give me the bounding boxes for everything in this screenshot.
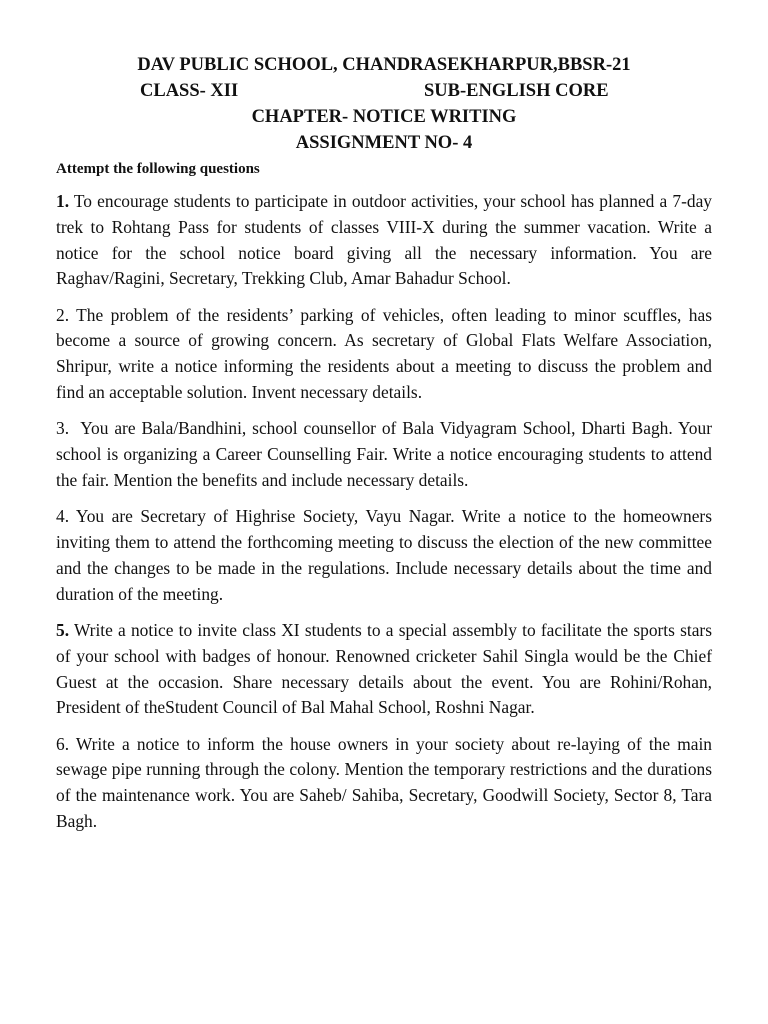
question-4 (56, 504, 712, 607)
question-2 (56, 303, 712, 406)
question-text: To encourage students to participate in outdoor activities, your school has planned a 7-day trek to Rohtang Pass for students of classes VIII-X during the summer vacation. Write a notice for the school notice board giving all the necessary information. You are Raghav/Ragini, Secretary, Trekking Club, Amar Bahadur School. (56, 191, 712, 289)
question-5 (56, 618, 712, 721)
question-number: 4. (56, 506, 70, 527)
question-number: 1. (56, 191, 70, 211)
assignment-number: ASSIGNMENT NO- 4 (295, 133, 473, 153)
question-6 (56, 732, 712, 835)
question-3 (56, 416, 717, 493)
question-text: Write a notice to invite class XI students to a special assembly to facilitate the sports stars of your school with badges of honour. Renowned cricketer Sahil Singla would be the Chief Guest at the occasion. Share necessary details about the event. You are Rohini/Rohan, President of theStudent Council of Bal Mahal School, Roshni Nagar. (56, 619, 712, 718)
question-text: Write a notice to inform the house owners in your society about re-laying of the main sewage pipe running through the colony. Mention the temporary restrictions and the durations of the maintenance work. You are Saheb/ Sahiba, Secretary, Goodwill Society, Sector 8, Tara Bagh. (56, 733, 712, 832)
subject-label: SUB-ENGLISH CORE (424, 81, 609, 101)
question-text: You are Bala/Bandhini, school counsellor of Bala Vidyagram School, Dharti Bagh. Your school is organizing a Career Counselling Fair. Write a notice encouraging students to attend the fair. Mention the benefits and include necessary details. (56, 418, 717, 490)
chapter-title: CHAPTER- NOTICE WRITING (251, 107, 517, 127)
question-text: You are Secretary of Highrise Society, Vayu Nagar. Write a notice to the homeowners inviting them to attend the forthcoming meeting to discuss the election of the new committee and the changes to be made in the regulations. Include necessary details about the time and duration of the meeting. (56, 506, 712, 604)
instruction-text: Attempt the following questions (56, 161, 260, 177)
class-subject-line (56, 78, 712, 104)
class-label: CLASS- XII (140, 81, 239, 101)
question-1 (56, 189, 712, 292)
question-text: The problem of the residents’ parking of vehicles, often leading to minor scuffles, has become a source of growing concern. As secretary of Global Flats Welfare Association, Shripur, write a notice informing the residents about a meeting to discuss the problem and find an acceptable solution. Invent necessary details. (56, 304, 712, 403)
question-number: 5. (56, 619, 70, 640)
school-name: DAV PUBLIC SCHOOL, CHANDRASEKHARPUR,BBSR-21 (137, 55, 631, 75)
question-number: 3. (56, 418, 70, 439)
question-number: 2. (56, 304, 70, 325)
question-number: 6. (56, 733, 70, 754)
